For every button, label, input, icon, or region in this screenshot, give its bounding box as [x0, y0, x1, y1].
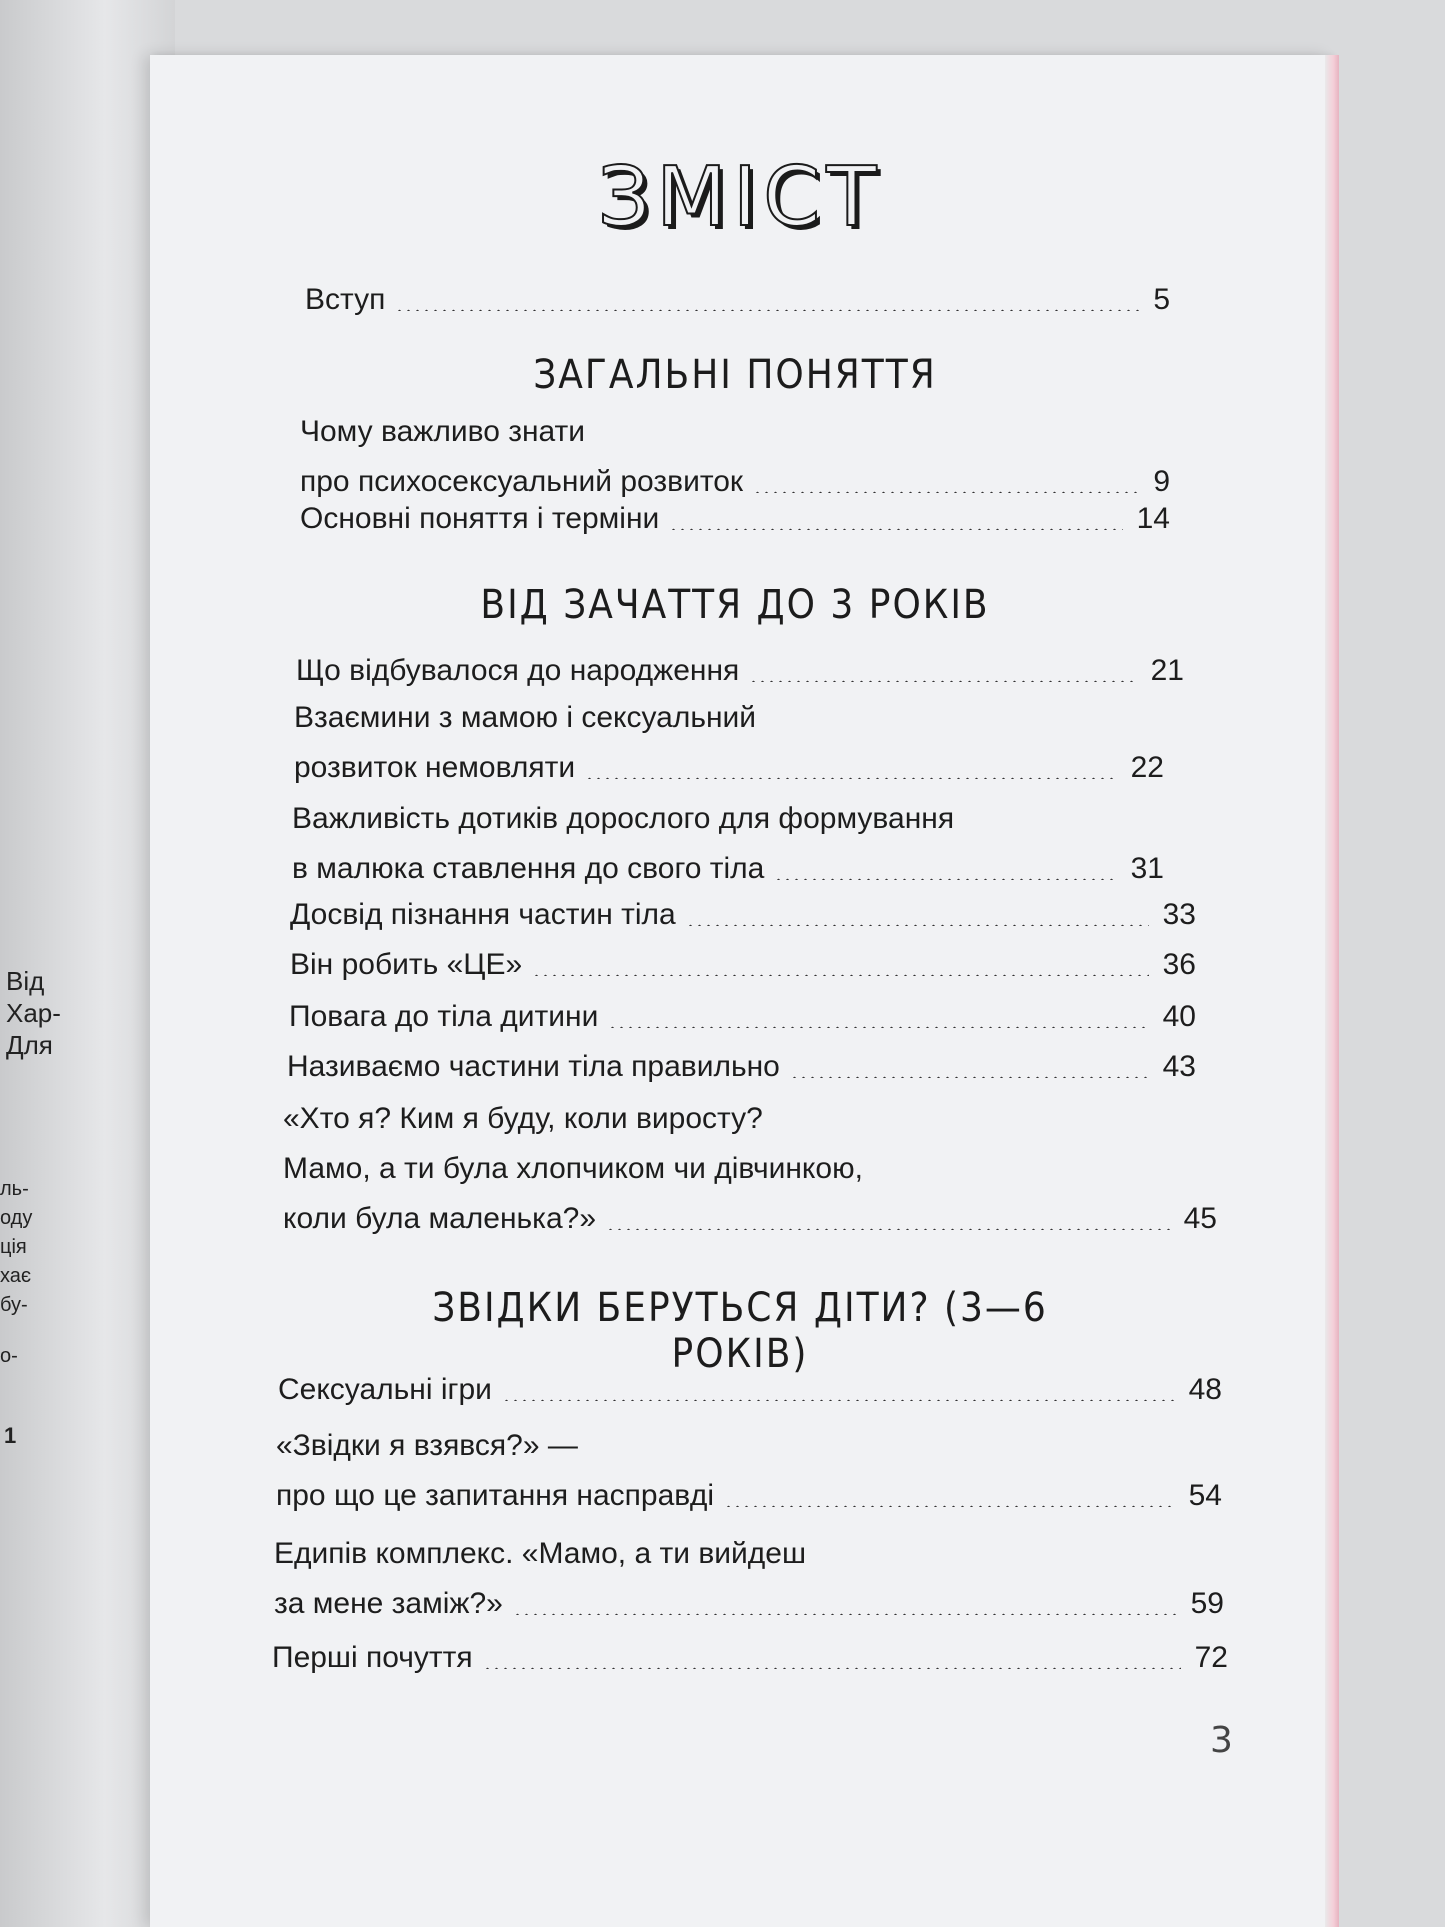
toc-entry-page: 43 — [1162, 1050, 1196, 1083]
toc-entry-title: про що це запитання насправді — [276, 1479, 715, 1512]
dot-leader — [395, 309, 1139, 311]
toc-entry-title: Основні поняття і терміни — [300, 502, 660, 535]
toc-entry-title: Називаємо частини тіла правильно — [287, 1050, 780, 1083]
dot-leader — [790, 1076, 1149, 1078]
page-number: 3 — [1210, 1720, 1233, 1761]
toc-entry-page: 40 — [1162, 1000, 1196, 1033]
toc-entry-page: 36 — [1162, 948, 1196, 981]
dot-leader — [513, 1613, 1177, 1615]
toc-entry-title: Він робить «ЦЕ» — [290, 948, 523, 981]
toc-entry-title: коли була маленька?» — [283, 1202, 597, 1235]
toc-entry[interactable] — [300, 497, 1170, 541]
toc-entry[interactable] — [294, 696, 1164, 790]
toc-entry-row — [289, 995, 1196, 1039]
toc-entry[interactable] — [296, 649, 1184, 693]
toc-entry-page: 54 — [1188, 1479, 1222, 1512]
toc-entry-row — [274, 1582, 1224, 1626]
toc-entry[interactable] — [292, 797, 1164, 891]
toc-entry-row — [283, 1197, 1217, 1241]
toc-entry-page: 59 — [1190, 1587, 1224, 1620]
toc-entry-page: 48 — [1188, 1373, 1222, 1406]
toc-entry-title: про психосексуальний розвиток — [300, 465, 744, 498]
toc-entry-title: за мене заміж?» — [274, 1587, 503, 1620]
toc-entry-page: 31 — [1130, 852, 1164, 885]
toc-entry[interactable] — [276, 1424, 1222, 1518]
section-heading: ЗАГАЛЬНІ ПОНЯТТЯ — [533, 352, 937, 398]
toc-entry-title: Перші почуття — [272, 1641, 473, 1674]
left-page-text-small — [0, 1175, 60, 1371]
toc-entry[interactable] — [290, 943, 1196, 987]
toc-entry-title: Повага до тіла дитини — [289, 1000, 599, 1033]
toc-entry-line: «Звідки я взявся?» — — [276, 1429, 578, 1462]
page-edge — [1325, 55, 1339, 1927]
toc-entry-row — [290, 893, 1196, 937]
left-fragment: хає — [0, 1265, 32, 1287]
dot-leader — [502, 1399, 1175, 1401]
toc-entry-row — [290, 943, 1196, 987]
toc-entry-line: Чому важливо знати — [300, 415, 586, 448]
toc-entry-page: 22 — [1130, 751, 1164, 784]
toc-entry-row — [287, 1045, 1196, 1089]
dot-leader — [774, 878, 1116, 880]
toc-entry-row — [276, 1474, 1222, 1518]
left-fragment: Для — [6, 1030, 53, 1060]
toc-entry-line: Взаємини з мамою і сексуальний — [294, 701, 757, 734]
toc-entry-row — [296, 649, 1184, 693]
toc-entry-row — [272, 1636, 1228, 1680]
toc-entry-page: 33 — [1162, 898, 1196, 931]
dot-leader — [749, 680, 1136, 682]
toc-entry[interactable] — [272, 1636, 1228, 1680]
left-fragment: оду — [0, 1207, 33, 1229]
toc-entry[interactable] — [305, 278, 1170, 322]
dot-leader — [724, 1505, 1175, 1507]
toc-entry-page: 5 — [1153, 283, 1170, 316]
section-heading: ЗВІДКИ БЕРУТЬСЯ ДІТИ? (3—6 РОКІВ) — [432, 1285, 1048, 1377]
toc-entry-line: Важливість дотиків дорослого для формування — [292, 802, 955, 835]
left-fragment: о- — [0, 1345, 18, 1367]
toc-entry-title: Сексуальні ігри — [278, 1373, 492, 1406]
toc-entry-page: 9 — [1153, 465, 1170, 498]
left-fragment-number: 1 — [4, 1423, 17, 1448]
toc-entry-title: Що відбувалося до народження — [296, 654, 740, 687]
toc-entry-line: Мамо, а ти була хлопчиком чи дівчинкою, — [283, 1152, 863, 1185]
left-page-text-large — [6, 965, 66, 1061]
toc-entry[interactable] — [278, 1368, 1222, 1412]
toc-entry[interactable] — [274, 1532, 1224, 1626]
dot-leader — [585, 777, 1117, 779]
toc-entry-row — [278, 1368, 1222, 1412]
toc-entry-page: 14 — [1136, 502, 1170, 535]
dot-leader — [753, 491, 1139, 493]
toc-entry[interactable] — [290, 893, 1196, 937]
left-fragment: Хар- — [6, 998, 61, 1028]
toc-entry-page: 45 — [1183, 1202, 1217, 1235]
dot-leader — [483, 1667, 1181, 1669]
toc-entry-line: Едипів комплекс. «Мамо, а ти вийдеш — [274, 1537, 807, 1570]
dot-leader — [669, 528, 1122, 530]
toc-entry-page: 72 — [1194, 1641, 1228, 1674]
toc-entry-title: розвиток немовляти — [294, 751, 576, 784]
left-fragment: ль- — [0, 1178, 29, 1200]
dot-leader — [686, 924, 1149, 926]
toc-entry-title: Вступ — [305, 283, 386, 316]
toc-entry-title: в малюка ставлення до свого тіла — [292, 852, 765, 885]
toc-entry[interactable] — [287, 1045, 1196, 1089]
toc-entry-row — [292, 847, 1164, 891]
dot-leader — [532, 974, 1148, 976]
toc-entry[interactable] — [300, 410, 1170, 504]
left-fragment: Від — [6, 966, 45, 996]
toc-entry-line: «Хто я? Ким я буду, коли виросту? — [283, 1102, 763, 1135]
toc-entry[interactable] — [289, 995, 1196, 1039]
toc-entry-row — [294, 746, 1164, 790]
section-heading: ВІД ЗАЧАТТЯ ДО 3 РОКІВ — [480, 582, 990, 628]
toc-entry-row — [300, 497, 1170, 541]
left-fragment: ція — [0, 1236, 27, 1258]
toc-entry-row — [305, 278, 1170, 322]
left-page — [0, 0, 175, 1927]
dot-leader — [606, 1228, 1170, 1230]
dot-leader — [608, 1026, 1148, 1028]
toc-entry[interactable] — [283, 1097, 1217, 1241]
toc-entry-page: 21 — [1150, 654, 1184, 687]
toc-title: ЗМІСТ — [597, 150, 883, 245]
toc-entry-title: Досвід пізнання частин тіла — [290, 898, 676, 931]
left-fragment: бу- — [0, 1294, 28, 1316]
